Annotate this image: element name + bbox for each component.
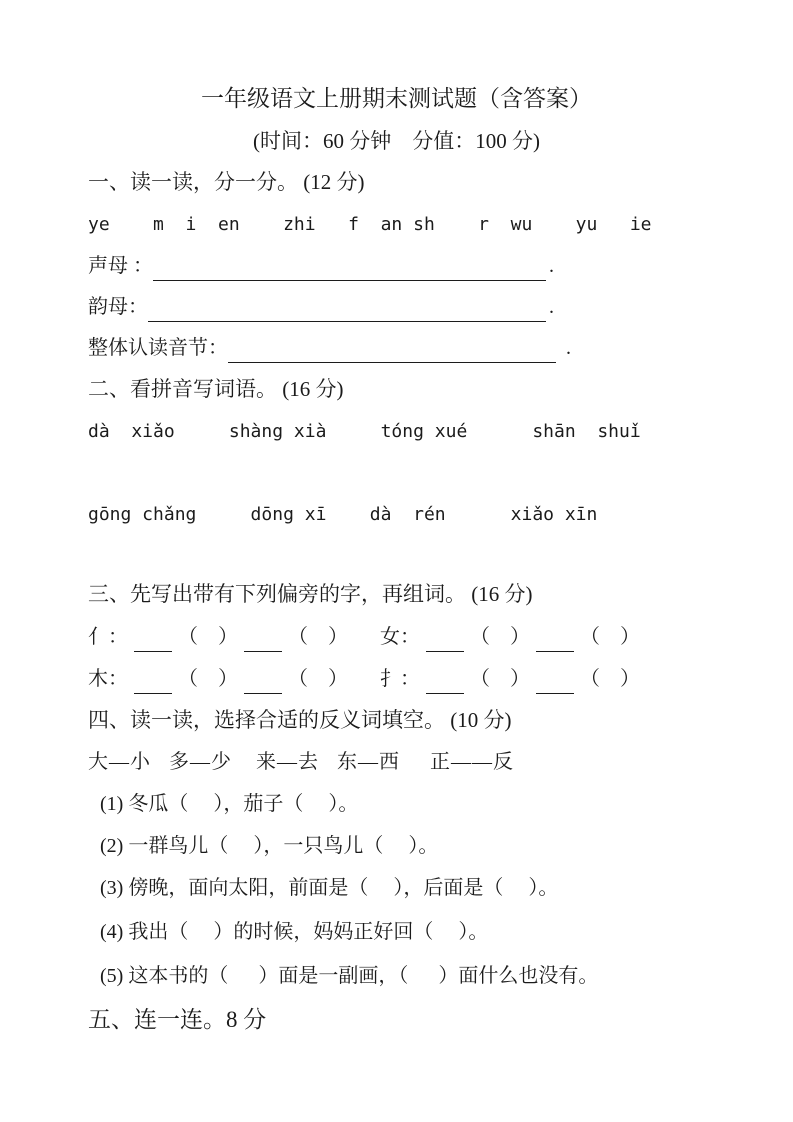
word-paren-blank: （ ） — [178, 626, 238, 648]
word-paren-blank: （ ） — [580, 626, 640, 648]
whole-syllable-line — [88, 334, 705, 363]
section2-pinyin-row1: dà xiǎo shàng xià tóng xué shān shuǐ — [88, 421, 641, 442]
section2-heading: 二、看拼音写词语。 (16 分) — [88, 377, 344, 401]
character-blank — [134, 633, 172, 652]
section5-heading: 五、连一连。8 分 — [88, 1007, 267, 1032]
radical-label-person: 亻： — [88, 626, 128, 648]
character-blank — [244, 675, 282, 694]
radical-label-hand: 扌： — [380, 668, 420, 690]
section3-heading: 三、先写出带有下列偏旁的字，再组词。 (16 分) — [88, 582, 533, 606]
fill-blank-item-2: (2) 一群鸟儿（ ），一只鸟儿（ ）。 — [100, 835, 439, 857]
character-blank — [536, 675, 574, 694]
section4-heading: 四、读一读，选择合适的反义词填空。 (10 分) — [88, 708, 512, 732]
section1-syllable-row: ye m i en zhi f an sh r wu yu ie — [88, 214, 652, 235]
word-paren-blank: （ ） — [580, 668, 640, 690]
radical-group-woman — [380, 622, 705, 652]
character-blank — [244, 633, 282, 652]
fill-blank-item-5: (5) 这本书的（ ）面是一副画，（ ）面什么也没有。 — [100, 965, 599, 987]
initials-answer-blank — [153, 258, 546, 281]
fill-blank-item-1: (1) 冬瓜（ ），茄子（ ）。 — [100, 793, 359, 815]
whole-syllable-label: 整体认读音节： — [88, 337, 228, 359]
radical-group-hand — [380, 664, 705, 694]
fill-blank-item-3: (3) 傍晚，面向太阳，前面是（ ），后面是（ ）。 — [100, 877, 559, 899]
character-blank — [426, 675, 464, 694]
radical-group-person — [88, 622, 380, 652]
word-paren-blank: （ ） — [288, 626, 348, 648]
character-blank — [536, 633, 574, 652]
finals-answer-blank — [148, 299, 546, 322]
character-blank — [134, 675, 172, 694]
radical-row-1 — [88, 622, 705, 652]
word-paren-blank: （ ） — [288, 668, 348, 690]
word-paren-blank: （ ） — [470, 668, 530, 690]
initials-period: . — [549, 255, 554, 277]
whole-syllable-period: . — [566, 337, 571, 359]
doc-title: 一年级语文上册期末测试题（含答案） — [201, 86, 592, 111]
character-blank — [426, 633, 464, 652]
section2-pinyin-row2: gōng chǎng dōng xī dà rén xiǎo xīn — [88, 504, 598, 525]
antonym-word-bank: 大—小 多—少 来—去 东—西 正——反 — [88, 751, 514, 773]
word-paren-blank: （ ） — [470, 626, 530, 648]
fill-blank-item-4: (4) 我出（ ）的时候，妈妈正好回（ ）。 — [100, 921, 489, 943]
finals-line — [88, 293, 705, 322]
finals-period: . — [549, 296, 554, 318]
radical-label-woman: 女： — [380, 626, 420, 648]
radical-row-2 — [88, 664, 705, 694]
finals-label: 韵母： — [88, 296, 148, 318]
section1-heading: 一、读一读，分一分。 (12 分) — [88, 170, 365, 194]
initials-label: 声母 ： — [88, 255, 153, 277]
radical-label-wood: 木： — [88, 668, 128, 690]
doc-meta: (时间：60 分钟 分值：100 分) — [253, 129, 540, 153]
radical-group-wood — [88, 664, 380, 694]
word-paren-blank: （ ） — [178, 668, 238, 690]
whole-syllable-answer-blank — [228, 340, 556, 363]
initials-line — [88, 252, 705, 281]
